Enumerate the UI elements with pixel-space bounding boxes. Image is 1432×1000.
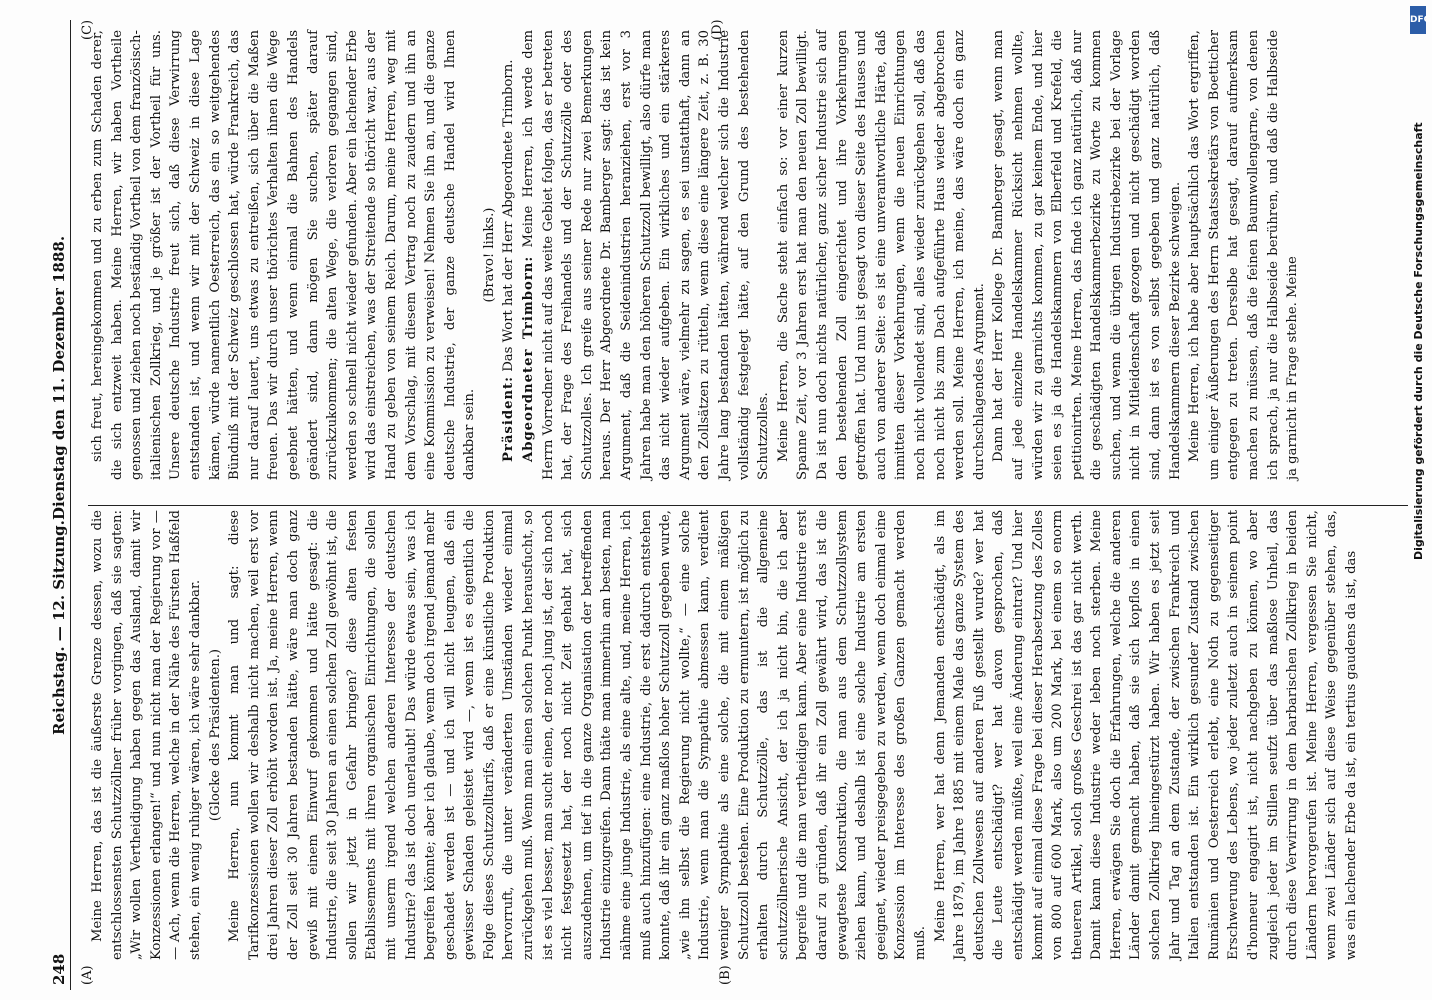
marker-a: (A) bbox=[80, 965, 95, 985]
right-paragraph-5: Meine Herren, die Sache steht einfach so: vor einer kurzen Spanne Zeit, vor 3 Jahren erst hat man den neuen Zoll bewilligt. Da ist nun doch nichts natürlicher, ganz sicher Industrie sich auf den bestehenden Zoll eingerichtet und ihre Vorkehrungen getroffen hat. Und nun ist gesagt von dieser Seite des Hauses und auch von anderer Seite: es ist eine unverantwortliche Härte, daß inmitten dieser Vorkehrungen, wenn die neuen Einrichtungen noch nicht vollendet sind, alles wieder zurückgehen soll, daß das noch nicht bis zum Dach aufgeführte Haus wieder abgebrochen werden soll. Meine Herren, ich meine, das wäre doch ein ganz durchschlagendes Argument. bbox=[775, 30, 987, 480]
left-paragraph-1: Meine Herren, das ist die äußerste Grenze dessen, wozu die entschlossensten Schutzzöllner früher vorgingen, daß sie sagten: „Wir wollen Vertheidigung haben gegen das Ausland, damit wir Konzessionen erlangen!“ und nun nicht man der Regierung vor — — Ach, wenn die Herren, welche in der Nähe des Fürsten Haßfeld stehen, ein wenig ruhiger wären, ich wäre sehr dankbar. bbox=[90, 510, 203, 960]
right-column bbox=[88, 30, 1388, 480]
left-paragraph-2: (Glocke des Präsidenten.) bbox=[207, 648, 223, 822]
right-paragraph-4: Meine Herren, ich werde dem Herrn Vorredner nicht auf das weite Gebiet folgen, das er betreten hat, der Frage des Freihandels und der Schutzzölle oder des Schutzzolles. Ich greife aus seiner Rede nur zwei Bemerkungen heraus. Der Herr Abgeordnete Dr. Bamberger sagt: das ist kein Argument, daß die Seidenindustrien heranziehen, erst vor 3 Jahren habe man den höheren Schutzzoll bewilligt, also dürfe man das nicht wieder aufgeben. Ein wirkliches und ein stärkeres Argument wäre, vielmehr zu sagen, es sei unstatthaft, dann an den Zollsätzen zu rütteln, wenn diese eine längere Zeit, z. B. 30 Jahre lang bestanden hätten, während welcher sich die Industrie vollständig festgelegt hätte, auf den Grund des bestehenden Schutzzolles. bbox=[521, 30, 772, 480]
marker-b: (B) bbox=[718, 965, 733, 985]
speaker-trimborn: Abgeordneter Trimborn: bbox=[521, 255, 537, 462]
page-header-title: Reichstag. — 12. Sitzung. bbox=[50, 520, 68, 735]
speaker-president: Präsident: bbox=[501, 375, 517, 462]
page-header-date: Dienstag den 11. Dezember 1888. bbox=[50, 235, 68, 520]
header-rule bbox=[70, 20, 71, 990]
dfg-logo: DFG bbox=[1410, 6, 1426, 34]
marker-d: (D) bbox=[710, 19, 725, 40]
right-paragraph-6: Dann hat der Herr Kollege Dr. Bamberger gesagt, wenn man auf jede einzelne Handelskammer Rücksicht nehmen wollte, würden wir zu garnichts kommen, zu gar keinem Ende, und hier seien es ja die Handelskammern von Elberfeld und Krefeld, die petitionirten. Meine Herren, das finde ich ganz natürlich, daß nur die geschädigten Handelskammerbezirke zu Worte zu kommen suchen, und wenn die übrigen Industriebezirke bei der Vorlage nicht in Mitleidenschaft gezogen und nicht geschädigt worden sind, dann ist es von selbst gegeben und ganz natürlich, daß Handelskammern dieser Bezirke schweigen. bbox=[991, 30, 1183, 480]
marker-c: (C) bbox=[80, 19, 95, 40]
digitization-credit: Digitalisierung gefördert durch die Deutsche Forschungsgemeinschaft bbox=[1412, 122, 1425, 560]
right-paragraph-7: Meine Herren, ich habe aber hauptsächlich das Wort ergriffen, um einiger Äußerungen des Herrn Staatssekretärs von Boetticher entgegen zu treten. Derselbe hat gesagt, darauf aufmerksam machen zu müssen, daß die feinen Baumwollengarne, von denen ich sprach, ja nur die Halbseide berühren, und daß die Halbseide ja garnicht in Frage stehe. Meine bbox=[1187, 30, 1301, 480]
page-number: 248 bbox=[50, 953, 68, 985]
left-paragraph-3: Meine Herren, nun kommt man und sagt: diese Tarifkonzessionen wollen wir deshalb nicht machen, weil erst vor drei Jahren dieser Zoll erhöht worden ist. Ja, meine Herren, wenn der Zoll seit 30 Jahren bestanden hätte, wäre man doch ganz gewiß mit einem Einwurf gekommen und hätte gesagt: die Industrie, die seit 30 Jahren an einen solchen Zoll gewöhnt ist, die sollen wir jetzt in Gefahr bringen? diese alten festen Etablissements mit ihren organischen Einrichtungen, die sollen mit unserm irgend welchen anderen Interesse der deutschen Industrie? das ist doch unerlaubt! Das würde etwas sein, was ich begreifen könnte; aber ich glaube, wenn doch irgend jemand mehr geschadet werden ist — und ich will nicht leugnen, daß ein gewisser Schaden geleistet wird —, wenn ist es eigentlich die Folge dieses Schutzzolltarifs, daß er eine künstliche Produktion hervorruft, die unter veränderten Umständen wieder einmal zurückgehen muß. Wenn man einen solchen Punkt herausfucht, so ist es viel besser, man sucht einen, der noch jung ist, der sich noch nicht festgesetzt hat, der noch nicht Zeit gehabt hat, sich auszudehnen, um tief in die ganze Organisation der betreffenden Industrie einzugreifen. Dann thäte man immerhin am besten, man nähme eine junge Industrie, als eine alte, und, meine Herren, ich muß auch hinzufügen: eine Industrie, die erst dadurch entstehen konnte, daß ihr ein ganz maßlos hoher Schutzzoll gegeben wurde, „wie ihn selbst die Regierung nicht wollte,“ — eine solche Industrie, wenn man die Sympathie abmessen kann, verdient weniger Sympathie als eine solche, die mit einem mäßigen Schutzzoll bestehen. Eine Produktion zu ermuntern, ist möglich zu erhalten durch Schutzzölle, das ist die allgemeine schutzzöllnerische Ansicht, der ich ja nicht bin, die ich aber begreife und die man vertheidigen kann. Aber eine Industrie erst darauf zu gründen, daß ihr ein Zoll gewährt wird, das ist die gewagteste Konstruktion, die man aus dem Schutzzollsystem ziehen kann, und deshalb ist eine solche Industrie am ersten geeignet, wieder preisgegeben zu werden, wenn doch einmal eine Konzession im Interesse des großen Ganzen gemacht werden muß. bbox=[227, 510, 928, 960]
left-paragraph-4: Meine Herren, wer hat denn Jemanden entschädigt, als im Jahre 1879, im Jahre 1885 mit einem Male das ganze System des deutschen Zollwesens auf anderen Fuß gestellt wurde? wer hat die Leute entschädigt? wer hat davon gesprochen, daß entschädigt werden müßte, weil eine Änderung eintrat? Und hier kommt auf einmal diese Frage bei dieser Herabsetzung des Zolles von 800 auf 600 Mark, also um 200 Mark, bei einem so enorm theueren Artikel, solch großes Geschrei ist das gar nicht werth. Damit kann diese Industrie weder leben noch sterben. Meine Herren, erwägen Sie doch die Erfahrungen, welche die anderen Länder damit gemacht haben, daß sie sich kopflos in einen solchen Zollkrieg hineingestürzt haben. Wir haben es jetzt seit Jahr und Tag an dem Zustande, der zwischen Frankreich und Italien entstanden ist. Ein wirklich gesunder Zustand zwischen Rumänien und Oesterreich erlebt, eine Noth zu gegenseitiger Erschwerung des Lebens, wo jeder zuletzt auch in seinem point d'honneur engagirt ist, nicht nachgeben zu können, wo aber zugleich jeder im Stillen seufzt über das maßlose Unheil, das durch diese Verwirrung in dem barbarischen Zollkrieg in beiden Ländern hervorgerufen ist. Meine Herren, vergessen Sie nicht, wenn zwei Länder sich auf diese Weise gegenüber stehen, das, was ein lachender Erbe da ist, ein tertius gaudens da ist, das bbox=[932, 510, 1359, 960]
left-column bbox=[88, 510, 1388, 960]
column-divider bbox=[88, 505, 1408, 506]
right-paragraph-2: (Bravo! links.) bbox=[481, 207, 497, 303]
right-paragraph-3: Das Wort hat der Herr Abgeordnete Trimborn. bbox=[501, 59, 517, 372]
right-paragraph-1: sich freut, hereingekommen und zu erben zum Schaden derer, die sich entzweit haben. Meine Herren, wir haben Vortheile genossen und ziehen noch beständig Vortheil von dem französisch-italienischen Zollkrieg, und je größer ist der Vortheil für uns. Unsere deutsche Industrie freut sich, daß diese Verwirrung entstanden ist, und wenn wir mit der Schweiz in diese Lage kämen, würde namentlich Oesterreich, das ein so weitgehendes Bündniß mit der Schweiz geschlossen hat, würde Frankreich, das nur darauf lauert, uns etwas zu entreißen, sich über die Maßen freuen. Das wir durch unser thörichtes Verhalten ihnen die Wege geebnet hätten, und wenn einmal die Bahnen des Handels geändert sind, dann mögen Sie suchen, später darauf zurückzukommen; die alten Wege, die verloren gegangen sind, werden so schnell nicht wieder gefunden. Aber ein lachender Erbe wird das einstreichen, was der Streitende so thöricht war, aus der Hand zu geben von seinem Reich. Darum, meine Herren, weg mit dem Vorschlag, mit diesem Vertrag noch zu zaudern und ihn an eine Kommission zu verweisen! Nehmen Sie ihn an, und die ganze deutsche Industrie, der ganze deutsche Handel wird Ihnen dankbar sein. bbox=[90, 30, 478, 480]
